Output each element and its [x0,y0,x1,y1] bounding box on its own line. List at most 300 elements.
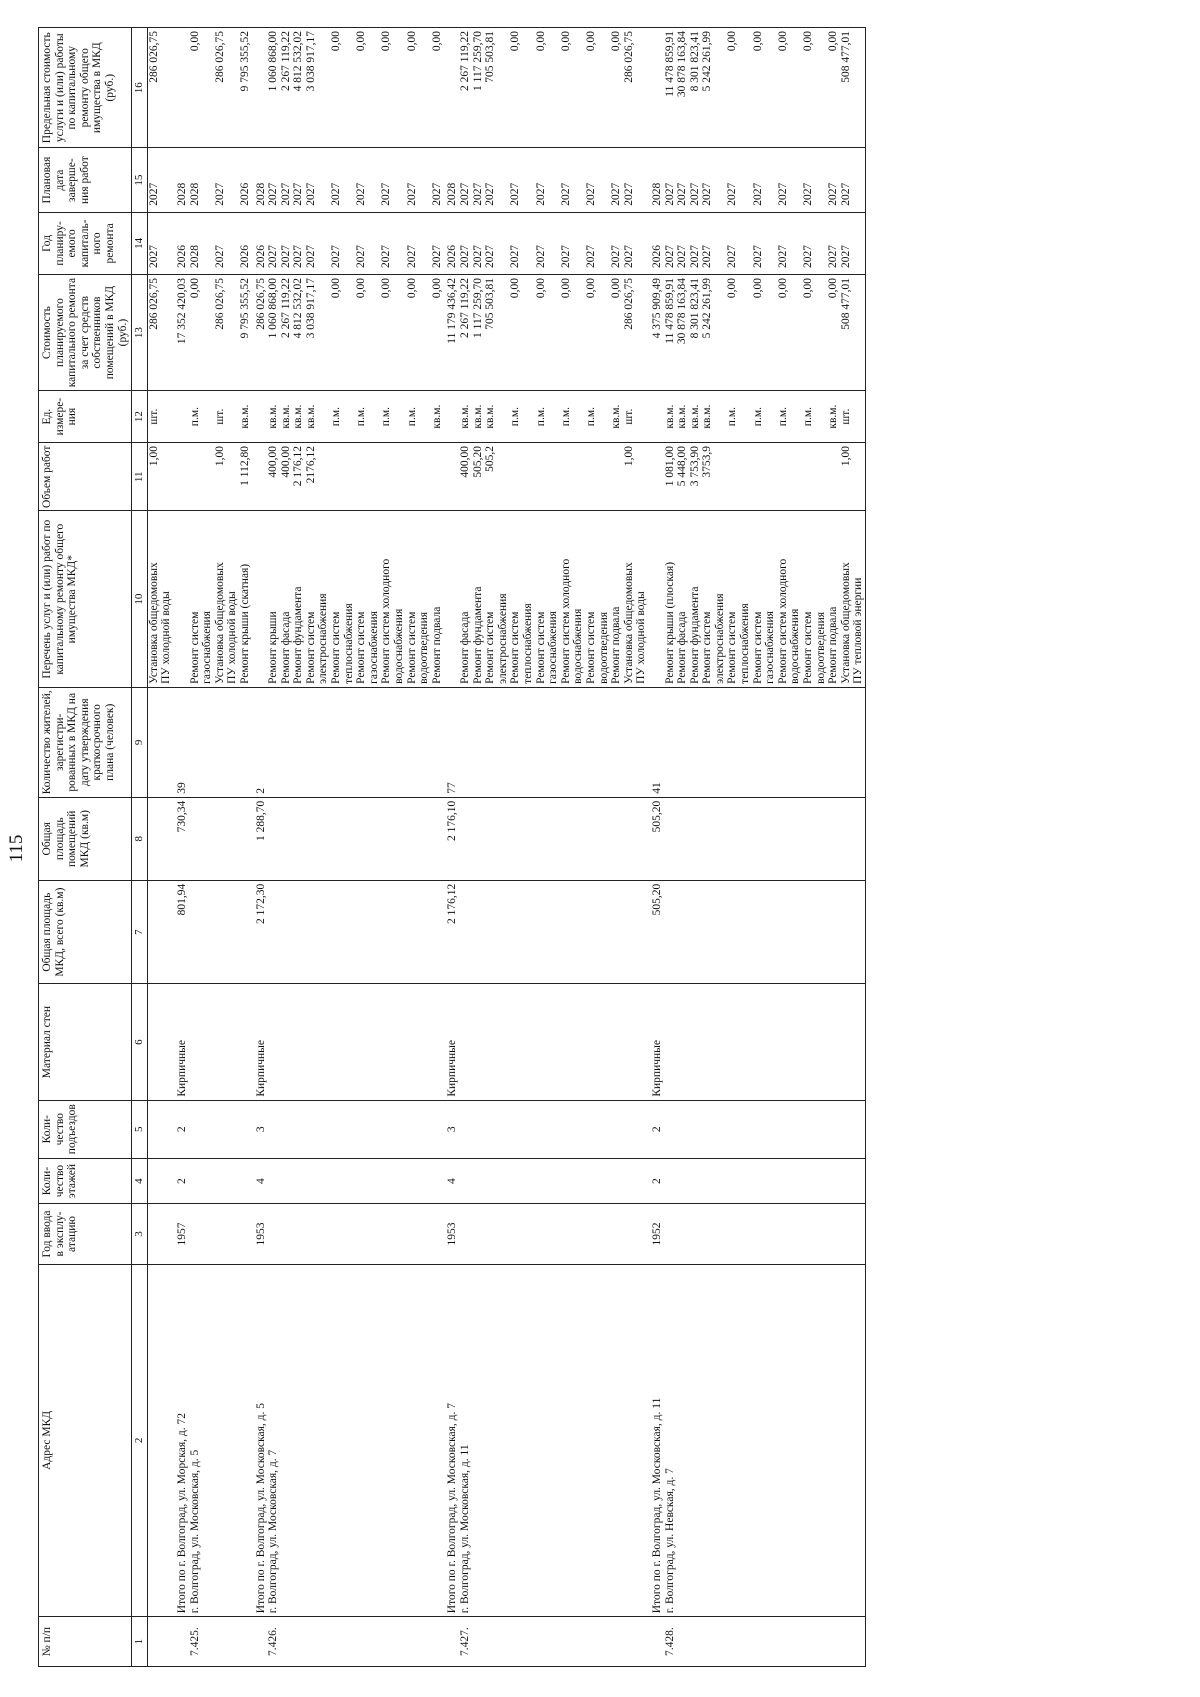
entrances-cell [305,1100,330,1158]
year-built-cell [239,1204,252,1264]
work-cell: Ремонт систем теплоснабжения [509,511,534,687]
unit-cell: п.м. [726,391,751,443]
row-number [484,1617,509,1667]
capital-repair-table [38,27,866,1667]
row-number [689,1617,702,1667]
year-end-cell: 2028 [189,148,214,212]
year-end-cell: 2027 [484,148,509,212]
max-cost-cell: 0,00 [355,28,380,148]
year-built-cell [267,1204,280,1264]
entrances-cell [701,1100,726,1158]
year-end-cell: 2028 [648,148,664,212]
floors-cell: 4 [443,1158,459,1204]
walls-cell [726,984,751,1100]
row-number [840,1617,866,1667]
table-row [623,28,648,1667]
work-cell: Ремонт крыши (плоская) [664,511,677,687]
table-row [585,28,610,1667]
cost-cell: 286 026,75 [214,275,239,391]
work-cell: Ремонт фасада [676,511,689,687]
area-total-cell: 2 176,12 [443,880,459,984]
cost-cell: 8 301 823,41 [689,275,702,391]
entrances-cell [560,1100,585,1158]
year-built-cell [292,1204,305,1264]
address-cell [777,1264,802,1617]
unit-cell: шт. [147,391,173,443]
floors-cell [827,1158,840,1204]
walls-cell [840,984,866,1100]
address-cell: Итого по г. Волгоград, ул. Московская, д. 7 [443,1264,459,1617]
year-plan-cell: 2027 [676,212,689,274]
cost-cell: 0,00 [802,275,827,391]
area-total-cell [330,880,355,984]
row-number [173,1617,189,1667]
area-total-cell [560,880,585,984]
max-cost-cell: 286 026,75 [147,28,173,148]
area-total-cell [484,880,509,984]
row-number [535,1617,560,1667]
year-built-cell [147,1204,173,1264]
floors-cell [355,1158,380,1204]
area-rooms-cell [689,797,702,880]
cost-cell: 0,00 [355,275,380,391]
walls-cell [459,984,472,1100]
table-row [664,28,677,1667]
table-row [840,28,866,1667]
residents-cell [406,687,431,797]
work-cell: Ремонт систем электроснабжения [305,511,330,687]
row-number: 7.427. [459,1617,472,1667]
max-cost-cell: 2 267 119,22 [459,28,472,148]
area-total-cell [406,880,431,984]
year-end-cell: 2027 [305,148,330,212]
address-cell [689,1264,702,1617]
floors-cell [560,1158,585,1204]
area-total-cell [239,880,252,984]
year-built-cell [827,1204,840,1264]
max-cost-cell [443,28,459,148]
table-row [239,28,252,1667]
year-built-cell [802,1204,827,1264]
unit-cell: кв.м. [610,391,623,443]
address-cell [726,1264,751,1617]
address-cell [610,1264,623,1617]
unit-cell: п.м. [585,391,610,443]
cost-cell: 11 179 436,42 [443,275,459,391]
column-number: 13 [132,275,148,391]
year-built-cell [585,1204,610,1264]
year-end-cell: 2027 [752,148,777,212]
cost-cell: 0,00 [380,275,405,391]
area-total-cell [472,880,485,984]
year-plan-cell: 2027 [280,212,293,274]
unit-cell: п.м. [535,391,560,443]
year-end-cell: 2026 [239,148,252,212]
floors-cell [664,1158,677,1204]
year-built-cell [280,1204,293,1264]
entrances-cell [280,1100,293,1158]
entrances-cell [827,1100,840,1158]
column-number: 4 [132,1158,148,1204]
area-total-cell [147,880,173,984]
entrances-cell: 2 [648,1100,664,1158]
year-plan-cell: 2027 [509,212,534,274]
entrances-cell [535,1100,560,1158]
address-cell [147,1264,173,1617]
floors-cell: 4 [252,1158,268,1204]
residents-cell [239,687,252,797]
work-cell: Установка общедомовых ПУ холодной воды [214,511,239,687]
area-rooms-cell [676,797,689,880]
cost-cell: 0,00 [406,275,431,391]
address-cell [752,1264,777,1617]
volume-cell [189,443,214,511]
volume-cell: 1,00 [623,443,648,511]
year-end-cell: 2028 [173,148,189,212]
year-built-cell [701,1204,726,1264]
year-end-cell: 2027 [610,148,623,212]
residents-cell [840,687,866,797]
walls-cell [676,984,689,1100]
year-end-cell: 2028 [252,148,268,212]
residents-cell [802,687,827,797]
table-row [472,28,485,1667]
area-total-cell [214,880,239,984]
unit-cell: кв.м. [267,391,280,443]
total-row [648,28,664,1667]
walls-cell: Кирпичные [252,984,268,1100]
area-rooms-cell [189,797,214,880]
floors-cell [292,1158,305,1204]
table-body [147,28,865,1667]
area-rooms-cell: 505,20 [648,797,664,880]
volume-cell: 400,00 [459,443,472,511]
unit-cell: кв.м. [676,391,689,443]
volume-cell: 400,00 [267,443,280,511]
cost-cell: 11 478 859,91 [664,275,677,391]
unit-cell: п.м. [777,391,802,443]
area-rooms-cell [509,797,534,880]
address-cell [305,1264,330,1617]
floors-cell [484,1158,509,1204]
entrances-cell: 3 [443,1100,459,1158]
walls-cell [214,984,239,1100]
year-built-cell: 1952 [648,1204,664,1264]
year-plan-cell: 2027 [610,212,623,274]
entrances-cell [676,1100,689,1158]
work-cell [173,511,189,687]
entrances-cell [777,1100,802,1158]
max-cost-cell: 11 478 859,91 [664,28,677,148]
entrances-cell [330,1100,355,1158]
area-total-cell [380,880,405,984]
cost-cell: 2 267 119,22 [280,275,293,391]
floors-cell [330,1158,355,1204]
walls-cell [330,984,355,1100]
year-plan-cell: 2027 [355,212,380,274]
work-cell: Ремонт систем газоснабжения [535,511,560,687]
residents-cell [585,687,610,797]
work-cell: Ремонт систем холодного водоснабжения [380,511,405,687]
residents-cell [827,687,840,797]
row-number [701,1617,726,1667]
table-row [560,28,585,1667]
residents-cell [535,687,560,797]
residents-cell [610,687,623,797]
row-number [431,1617,444,1667]
residents-cell [623,687,648,797]
year-built-cell [777,1204,802,1264]
column-number: 5 [132,1100,148,1158]
column-number: 8 [132,797,148,880]
year-built-cell [664,1204,677,1264]
max-cost-cell: 0,00 [752,28,777,148]
residents-cell: 77 [443,687,459,797]
year-plan-cell: 2027 [330,212,355,274]
year-plan-cell: 2026 [252,212,268,274]
max-cost-cell: 1 060 868,00 [267,28,280,148]
address-cell [585,1264,610,1617]
residents-cell [214,687,239,797]
area-total-cell [777,880,802,984]
row-number [802,1617,827,1667]
cost-cell: 508 477,01 [840,275,866,391]
column-header: Перечень услуг и (или) работ по капитальному ремонту общего имущества МКД* [39,511,132,687]
address-cell [280,1264,293,1617]
max-cost-cell: 286 026,75 [623,28,648,148]
address-cell [535,1264,560,1617]
max-cost-cell: 508 477,01 [840,28,866,148]
floors-cell [239,1158,252,1204]
area-total-cell [726,880,751,984]
volume-cell [431,443,444,511]
unit-cell: п.м. [802,391,827,443]
floors-cell [752,1158,777,1204]
volume-cell [509,443,534,511]
entrances-cell [802,1100,827,1158]
column-number: 7 [132,880,148,984]
floors-cell [802,1158,827,1204]
work-cell: Ремонт подвала [827,511,840,687]
walls-cell [752,984,777,1100]
entrances-cell [585,1100,610,1158]
year-end-cell: 2027 [701,148,726,212]
work-cell: Ремонт систем газоснабжения [355,511,380,687]
unit-cell: шт. [840,391,866,443]
max-cost-cell: 705 503,81 [484,28,509,148]
table-row [380,28,405,1667]
floors-cell [267,1158,280,1204]
table-row [280,28,293,1667]
entrances-cell [406,1100,431,1158]
unit-cell: кв.м. [701,391,726,443]
max-cost-cell: 1 117 259,70 [472,28,485,148]
address-cell [239,1264,252,1617]
row-number [292,1617,305,1667]
volume-cell [752,443,777,511]
volume-cell [406,443,431,511]
max-cost-cell: 9 795 355,52 [239,28,252,148]
walls-cell [560,984,585,1100]
residents-cell [509,687,534,797]
floors-cell [472,1158,485,1204]
floors-cell [147,1158,173,1204]
volume-cell: 1,00 [147,443,173,511]
area-rooms-cell [305,797,330,880]
year-end-cell: 2027 [214,148,239,212]
residents-cell [777,687,802,797]
work-cell: Ремонт систем газоснабжения [189,511,214,687]
area-rooms-cell [726,797,751,880]
area-total-cell [610,880,623,984]
year-end-cell: 2027 [431,148,444,212]
entrances-cell [431,1100,444,1158]
unit-cell: п.м. [509,391,534,443]
residents-cell [484,687,509,797]
address-cell: г. Волгоград, ул. Московская, д. 11 [459,1264,472,1617]
volume-cell: 2 176,12 [292,443,305,511]
work-cell: Установка общедомовых ПУ холодной воды [623,511,648,687]
residents-cell: 2 [252,687,268,797]
residents-cell [305,687,330,797]
walls-cell [484,984,509,1100]
max-cost-cell: 0,00 [610,28,623,148]
area-rooms-cell [431,797,444,880]
year-built-cell: 1953 [443,1204,459,1264]
year-end-cell: 2027 [380,148,405,212]
cost-cell: 0,00 [535,275,560,391]
entrances-cell [380,1100,405,1158]
year-end-cell: 2027 [267,148,280,212]
residents-cell [701,687,726,797]
entrances-cell [623,1100,648,1158]
year-built-cell [509,1204,534,1264]
volume-cell [535,443,560,511]
table-row [406,28,431,1667]
row-number [380,1617,405,1667]
work-cell: Ремонт систем водоотведения [406,511,431,687]
cost-cell: 5 242 261,99 [701,275,726,391]
column-number: 11 [132,443,148,511]
work-cell: Ремонт подвала [610,511,623,687]
column-header: Общая площадь помещений МКД (кв.м) [39,797,132,880]
work-cell: Ремонт фундамента [472,511,485,687]
work-cell [252,511,268,687]
work-cell: Ремонт фундамента [689,511,702,687]
area-total-cell: 801,94 [173,880,189,984]
year-plan-cell: 2027 [701,212,726,274]
cost-cell: 2 267 119,22 [459,275,472,391]
walls-cell [280,984,293,1100]
entrances-cell [610,1100,623,1158]
year-plan-cell: 2027 [267,212,280,274]
walls-cell: Кирпичные [443,984,459,1100]
residents-cell: 39 [173,687,189,797]
row-number: 7.426. [267,1617,280,1667]
column-header: Объем работ [39,443,132,511]
cost-cell: 286 026,75 [252,275,268,391]
area-rooms-cell [459,797,472,880]
year-plan-cell: 2027 [459,212,472,274]
unit-cell: кв.м. [472,391,485,443]
residents-cell [431,687,444,797]
year-plan-cell: 2027 [560,212,585,274]
floors-cell [280,1158,293,1204]
work-cell: Ремонт крыши (скатная) [239,511,252,687]
column-header: Адрес МКД [39,1264,132,1617]
volume-cell: 3 753,90 [689,443,702,511]
walls-cell [406,984,431,1100]
total-row [173,28,189,1667]
volume-cell [380,443,405,511]
entrances-cell [509,1100,534,1158]
residents-cell [380,687,405,797]
table-row [147,28,173,1667]
row-number [560,1617,585,1667]
floors-cell [189,1158,214,1204]
floors-cell [585,1158,610,1204]
area-rooms-cell [355,797,380,880]
max-cost-cell: 2 267 119,22 [280,28,293,148]
table-row [689,28,702,1667]
volume-cell [648,443,664,511]
address-cell [676,1264,689,1617]
column-header: Плановая дата заверше-ния работ [39,148,132,212]
year-end-cell: 2027 [535,148,560,212]
year-plan-cell: 2026 [239,212,252,274]
area-rooms-cell [610,797,623,880]
area-rooms-cell [535,797,560,880]
area-rooms-cell [330,797,355,880]
work-cell: Ремонт систем холодного водоснабжения [777,511,802,687]
year-end-cell: 2028 [443,148,459,212]
volume-cell: 5 448,00 [676,443,689,511]
year-built-cell [484,1204,509,1264]
floors-cell [840,1158,866,1204]
walls-cell [802,984,827,1100]
year-end-cell: 2027 [292,148,305,212]
row-number [280,1617,293,1667]
entrances-cell [459,1100,472,1158]
row-number [509,1617,534,1667]
unit-cell: кв.м. [689,391,702,443]
column-header: Ед. измере-ния [39,391,132,443]
area-total-cell [827,880,840,984]
work-cell: Ремонт систем водоотведения [802,511,827,687]
max-cost-cell: 0,00 [827,28,840,148]
max-cost-cell: 0,00 [560,28,585,148]
year-end-cell: 2027 [664,148,677,212]
address-cell: Итого по г. Волгоград, ул. Московская, д. 5 [252,1264,268,1617]
year-plan-cell: 2027 [380,212,405,274]
year-built-cell [610,1204,623,1264]
year-built-cell [726,1204,751,1264]
year-built-cell: 1957 [173,1204,189,1264]
unit-cell: п.м. [189,391,214,443]
area-rooms-cell [214,797,239,880]
address-cell [623,1264,648,1617]
cost-cell: 0,00 [726,275,751,391]
area-total-cell [840,880,866,984]
area-rooms-cell [701,797,726,880]
column-number: 12 [132,391,148,443]
year-end-cell: 2027 [623,148,648,212]
unit-cell [648,391,664,443]
year-end-cell: 2027 [459,148,472,212]
year-built-cell [623,1204,648,1264]
table-row [267,28,280,1667]
address-cell: г. Волгоград, ул. Московская, д. 5 [189,1264,214,1617]
